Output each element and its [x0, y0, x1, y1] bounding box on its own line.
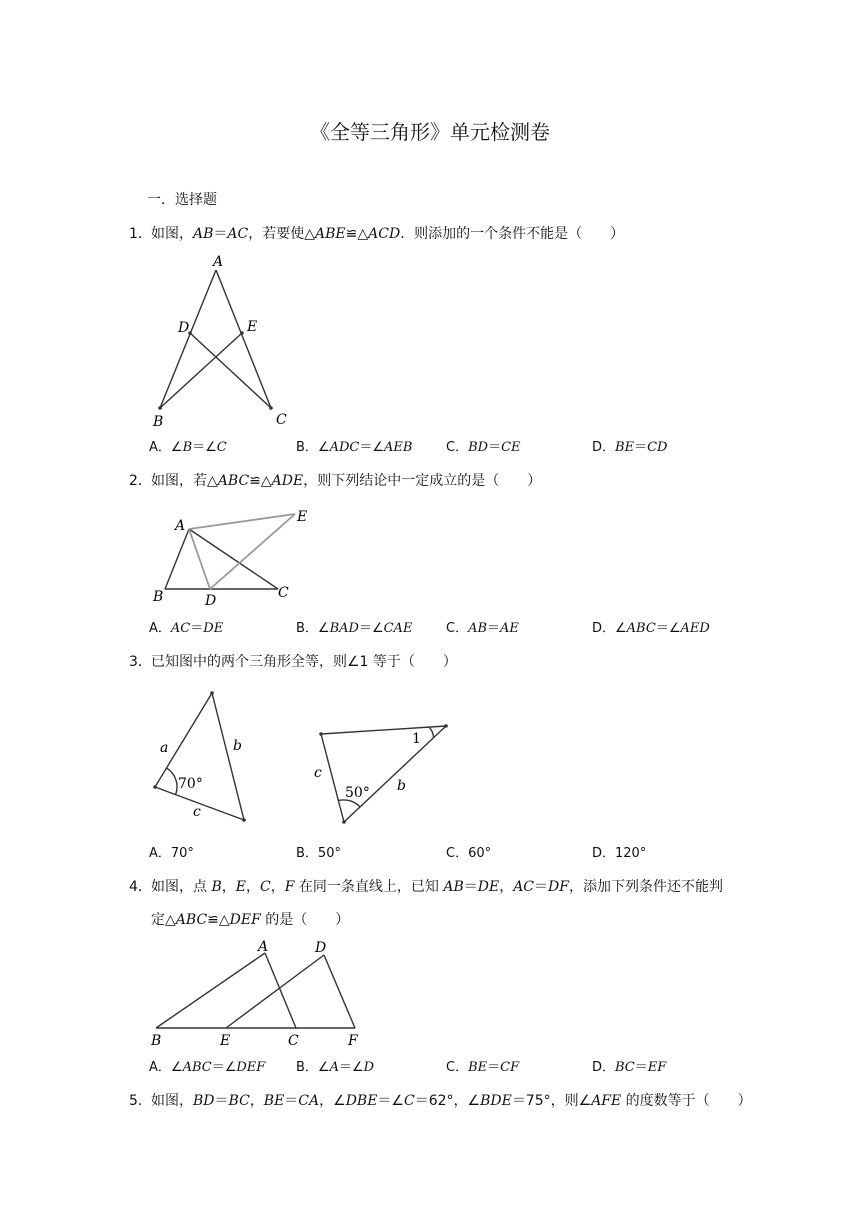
math-var: AFE	[591, 1093, 622, 1109]
math-var: CF	[500, 1060, 520, 1075]
math-var: AC	[227, 226, 249, 242]
math-var: DE	[203, 621, 224, 636]
q3-figure	[140, 680, 470, 840]
q3-label-c-right: c	[314, 765, 322, 781]
math-var: DEF	[229, 912, 261, 928]
math-var: DF	[548, 879, 569, 895]
math-var: ABC	[175, 912, 208, 928]
math-var: C	[403, 1093, 415, 1109]
math-var: BC	[615, 1060, 635, 1075]
q2-option-a[interactable]: A．AC＝DE	[149, 621, 224, 636]
math-var: BAD	[329, 621, 359, 636]
math-var: AC	[170, 621, 191, 636]
q3-label-b-left: b	[233, 738, 242, 754]
q3-label-a: a	[160, 740, 169, 756]
math-var: ADC	[329, 440, 360, 455]
q3-option-b[interactable]: B．50°	[296, 846, 341, 861]
q4-number: 4．	[129, 879, 152, 895]
math-var: B	[182, 440, 193, 455]
math-var: A	[329, 1060, 339, 1075]
q2-label-b: B	[153, 589, 164, 605]
q2-label-a: A	[175, 518, 186, 534]
q4-label-b: B	[151, 1033, 162, 1049]
q3-angle-1: 1	[412, 731, 421, 747]
q1-option-c[interactable]: C．BD＝CE	[446, 440, 521, 455]
q3-option-d[interactable]: D．120°	[592, 846, 647, 861]
math-var: AB	[468, 621, 488, 636]
math-var: ACD	[368, 226, 401, 242]
math-var: BC	[228, 1093, 250, 1109]
q5-number: 5．	[129, 1093, 152, 1109]
math-var: DEF	[236, 1060, 266, 1075]
math-var: ADE	[271, 473, 304, 489]
q3-angle-50: 50°	[345, 785, 370, 801]
math-var: CE	[501, 440, 521, 455]
q3-angle-70: 70°	[178, 776, 203, 792]
math-var: ABE	[315, 226, 346, 242]
math-var: AC	[513, 879, 535, 895]
q1-label-a: A	[213, 254, 224, 270]
math-var: ABC	[626, 621, 656, 636]
math-var: AE	[500, 621, 519, 636]
q1-number: 1．	[129, 226, 152, 242]
q1-label-c: C	[276, 412, 287, 428]
math-var: C	[216, 440, 227, 455]
q4-stem-line2: 定△ABC≌△DEF 的是（ ）	[151, 912, 350, 928]
q1-figure	[140, 248, 300, 433]
q2-label-c: C	[278, 585, 289, 601]
q2-number: 2．	[129, 473, 152, 489]
math-var: D	[363, 1060, 375, 1075]
q2-label-d: D	[205, 593, 217, 608]
q3-label-b-right: b	[397, 778, 406, 794]
q4-label-e: E	[220, 1033, 231, 1049]
math-var: BE	[263, 1093, 285, 1109]
math-var: EF	[647, 1060, 667, 1075]
q1-label-e: E	[247, 319, 258, 335]
math-var: B	[211, 879, 222, 895]
math-var: CAE	[383, 621, 413, 636]
math-var: AB	[443, 879, 464, 895]
math-var: AED	[680, 621, 710, 636]
q2-option-b[interactable]: B．∠BAD＝∠CAE	[296, 621, 413, 636]
q4-stem-line1: 如图，点 B，E，C，F 在同一条直线上，已知 AB＝DE，AC＝DF，添加下列条件还不能判	[151, 879, 723, 895]
q1-option-a[interactable]: A．∠B＝∠C	[149, 440, 227, 455]
q3-option-a[interactable]: A．70°	[149, 846, 194, 861]
math-var: DE	[477, 879, 500, 895]
q4-option-d[interactable]: D．BC＝EF	[592, 1060, 667, 1075]
q4-label-a: A	[258, 939, 269, 955]
math-var: CA	[298, 1093, 320, 1109]
math-var: BD	[468, 440, 489, 455]
q5-stem: 如图，BD＝BC，BE＝CA，∠DBE＝∠C＝62°，∠BDE＝75°，则∠AFE 的度数等于（ ）	[151, 1093, 752, 1109]
math-var: ABC	[217, 473, 250, 489]
math-var: AB	[193, 226, 214, 242]
q2-figure	[145, 503, 325, 608]
q1-option-d[interactable]: D．BE＝CD	[592, 440, 668, 455]
math-var: E	[235, 879, 246, 895]
q4-label-d: D	[315, 940, 327, 956]
q4-option-a[interactable]: A．∠ABC＝∠DEF	[149, 1060, 266, 1075]
q1-label-d: D	[178, 320, 190, 336]
math-var: BE	[468, 1060, 488, 1075]
q1-option-b[interactable]: B．∠ADC＝∠AEB	[296, 440, 413, 455]
math-var: BD	[193, 1093, 215, 1109]
math-var: ABC	[182, 1060, 212, 1075]
q3-option-c[interactable]: C．60°	[446, 846, 492, 861]
q3-label-c-left: c	[193, 804, 201, 820]
q3-number: 3．	[129, 654, 152, 670]
q2-option-d[interactable]: D．∠ABC＝∠AED	[592, 621, 710, 636]
q2-stem: 如图，若△ABC≌△ADE，则下列结论中一定成立的是（ ）	[151, 473, 542, 489]
q1-label-b: B	[153, 414, 164, 430]
q1-stem: 如图，AB＝AC，若要使△ABE≌△ACD．则添加的一个条件不能是（ ）	[151, 226, 625, 242]
q4-label-f: F	[348, 1033, 358, 1049]
math-var: DBE	[345, 1093, 378, 1109]
q4-label-c: C	[288, 1033, 299, 1049]
math-var: C	[259, 879, 271, 895]
q4-option-b[interactable]: B．∠A＝∠D	[296, 1060, 375, 1075]
q2-option-c[interactable]: C．AB＝AE	[446, 621, 519, 636]
math-var: BE	[615, 440, 635, 455]
q2-label-e: E	[297, 509, 308, 525]
q4-figure	[140, 935, 380, 1053]
math-var: CD	[647, 440, 668, 455]
math-var: F	[284, 879, 295, 895]
math-var: BDE	[480, 1093, 512, 1109]
page-title: 《全等三角形》单元检测卷	[310, 120, 550, 144]
q4-option-c[interactable]: C．BE＝CF	[446, 1060, 520, 1075]
q3-stem: 已知图中的两个三角形全等，则∠1 等于（ ）	[151, 654, 457, 670]
math-var: AEB	[384, 440, 413, 455]
section-heading: 一．选择题	[147, 192, 217, 208]
